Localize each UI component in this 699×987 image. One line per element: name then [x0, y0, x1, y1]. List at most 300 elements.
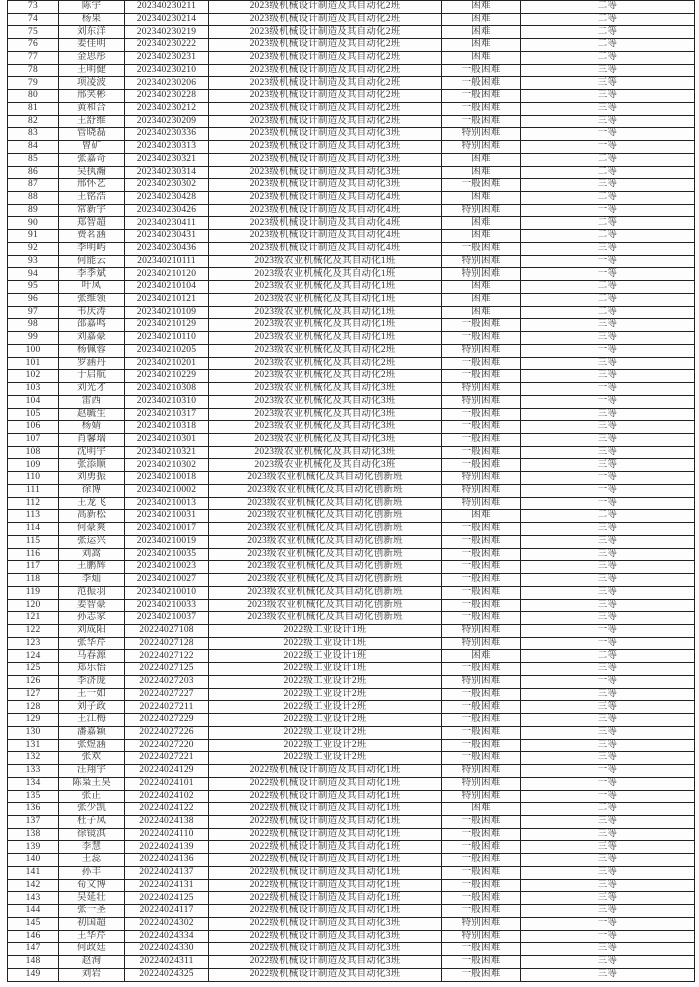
cell-grade: 二等 — [521, 51, 695, 64]
cell-class-name: 2023级农业机械化及其自动化创新班 — [209, 548, 442, 561]
cell-class-name: 2022级机械设计制造及其自动化1班 — [209, 777, 442, 790]
cell-student-id: 20224027128 — [125, 637, 209, 650]
cell-difficulty: 一般困难 — [442, 612, 521, 625]
cell-no: 119 — [8, 586, 59, 599]
cell-class-name: 2022级机械设计制造及其自动化3班 — [209, 968, 442, 981]
cell-student-id: 20224024138 — [125, 816, 209, 829]
table-body — [8, 1, 695, 982]
cell-name: 赵洵 — [59, 956, 125, 969]
cell-difficulty: 困难 — [442, 510, 521, 523]
cell-no: 106 — [8, 421, 59, 434]
cell-grade: 三等 — [521, 663, 695, 676]
cell-no: 138 — [8, 828, 59, 841]
cell-difficulty: 一般困难 — [442, 523, 521, 536]
cell-student-id: 202340230302 — [125, 179, 209, 192]
cell-name: 罗涵丹 — [59, 357, 125, 370]
cell-name: 姜佳明 — [59, 39, 125, 52]
cell-student-id: 202340210301 — [125, 433, 209, 446]
table-row — [8, 943, 695, 956]
cell-name: 范振羽 — [59, 586, 125, 599]
cell-class-name: 2022级工业设计1班 — [209, 650, 442, 663]
cell-no: 78 — [8, 64, 59, 77]
cell-grade: 一等 — [521, 268, 695, 281]
cell-student-id: 202340210310 — [125, 395, 209, 408]
cell-student-id: 202340210035 — [125, 548, 209, 561]
cell-student-id: 202340210104 — [125, 281, 209, 294]
cell-student-id: 202340210321 — [125, 446, 209, 459]
cell-name: 刘子政 — [59, 701, 125, 714]
cell-no: 117 — [8, 561, 59, 574]
cell-name: 张欢 — [59, 752, 125, 765]
cell-student-id: 20224024131 — [125, 879, 209, 892]
cell-grade: 三等 — [521, 586, 695, 599]
cell-name: 黄和合 — [59, 102, 125, 115]
cell-student-id: 20224024129 — [125, 765, 209, 778]
cell-class-name: 2023级机械设计制造及其自动化2班 — [209, 115, 442, 128]
cell-grade: 二等 — [521, 13, 695, 26]
cell-name: 刘岩 — [59, 968, 125, 981]
cell-student-id: 202340210017 — [125, 523, 209, 536]
cell-class-name: 2022级机械设计制造及其自动化1班 — [209, 816, 442, 829]
table-row — [8, 892, 695, 905]
cell-no: 83 — [8, 128, 59, 141]
cell-grade: 三等 — [521, 968, 695, 981]
cell-difficulty: 一般困难 — [442, 828, 521, 841]
table-row — [8, 484, 695, 497]
cell-difficulty: 困难 — [442, 51, 521, 64]
table-row — [8, 497, 695, 510]
cell-no: 85 — [8, 153, 59, 166]
cell-name: 刘嵩 — [59, 548, 125, 561]
cell-grade: 三等 — [521, 612, 695, 625]
cell-no: 75 — [8, 26, 59, 39]
table-row — [8, 13, 695, 26]
cell-difficulty: 一般困难 — [442, 956, 521, 969]
cell-difficulty: 一般困难 — [442, 370, 521, 383]
cell-no: 79 — [8, 77, 59, 90]
cell-no: 124 — [8, 650, 59, 663]
cell-grade: 二等 — [521, 281, 695, 294]
cell-student-id: 202340230428 — [125, 192, 209, 205]
cell-student-id: 202340210318 — [125, 421, 209, 434]
cell-difficulty: 特别困难 — [442, 917, 521, 930]
cell-class-name: 2023级机械设计制造及其自动化3班 — [209, 179, 442, 192]
cell-difficulty: 一般困难 — [442, 421, 521, 434]
cell-student-id: 202340210201 — [125, 357, 209, 370]
cell-name: 赵毓生 — [59, 408, 125, 421]
cell-no: 149 — [8, 968, 59, 981]
cell-no: 143 — [8, 892, 59, 905]
cell-grade: 一等 — [521, 765, 695, 778]
cell-name: 邵嘉鸣 — [59, 319, 125, 332]
cell-no: 73 — [8, 1, 59, 14]
cell-no: 100 — [8, 344, 59, 357]
cell-class-name: 2022级机械设计制造及其自动化1班 — [209, 828, 442, 841]
cell-student-id: 202340230210 — [125, 64, 209, 77]
cell-class-name: 2022级机械设计制造及其自动化3班 — [209, 930, 442, 943]
cell-no: 118 — [8, 574, 59, 587]
table-row — [8, 357, 695, 370]
table-row — [8, 421, 695, 434]
cell-difficulty: 一般困难 — [442, 115, 521, 128]
cell-difficulty: 一般困难 — [442, 64, 521, 77]
cell-name: 沈明宇 — [59, 446, 125, 459]
table-row — [8, 383, 695, 396]
cell-class-name: 2023级机械设计制造及其自动化3班 — [209, 141, 442, 154]
cell-class-name: 2022级机械设计制造及其自动化3班 — [209, 917, 442, 930]
cell-grade: 三等 — [521, 64, 695, 77]
cell-grade: 二等 — [521, 39, 695, 52]
cell-student-id: 20224027122 — [125, 650, 209, 663]
table-row — [8, 803, 695, 816]
cell-name: 杨婧 — [59, 421, 125, 434]
cell-grade: 一等 — [521, 383, 695, 396]
cell-name: 韦庆涛 — [59, 306, 125, 319]
cell-no: 93 — [8, 255, 59, 268]
cell-student-id: 20224024101 — [125, 777, 209, 790]
table-row — [8, 268, 695, 281]
cell-no: 112 — [8, 497, 59, 510]
cell-student-id: 202340210129 — [125, 319, 209, 332]
cell-student-id: 202340210018 — [125, 472, 209, 485]
cell-grade: 三等 — [521, 408, 695, 421]
cell-name: 孙丰 — [59, 866, 125, 879]
cell-no: 76 — [8, 39, 59, 52]
cell-name: 高新松 — [59, 510, 125, 523]
cell-no: 129 — [8, 714, 59, 727]
cell-student-id: 20224027203 — [125, 675, 209, 688]
cell-no: 74 — [8, 13, 59, 26]
cell-class-name: 2023级农业机械化及其自动化3班 — [209, 383, 442, 396]
cell-difficulty: 一般困难 — [442, 408, 521, 421]
cell-student-id: 202340210023 — [125, 561, 209, 574]
table-row — [8, 433, 695, 446]
table-row — [8, 777, 695, 790]
table-row — [8, 242, 695, 255]
table-row — [8, 752, 695, 765]
cell-name: 费茗涵 — [59, 230, 125, 243]
table-row — [8, 395, 695, 408]
cell-class-name: 2022级工业设计2班 — [209, 726, 442, 739]
cell-student-id: 20224027227 — [125, 688, 209, 701]
cell-grade: 一等 — [521, 141, 695, 154]
cell-student-id: 20224027229 — [125, 714, 209, 727]
cell-no: 145 — [8, 917, 59, 930]
table-row — [8, 535, 695, 548]
cell-grade: 三等 — [521, 421, 695, 434]
table-row — [8, 26, 695, 39]
table-row — [8, 51, 695, 64]
cell-grade: 三等 — [521, 242, 695, 255]
cell-student-id: 20224024122 — [125, 803, 209, 816]
cell-grade: 三等 — [521, 714, 695, 727]
cell-grade: 三等 — [521, 752, 695, 765]
cell-grade: 一等 — [521, 637, 695, 650]
cell-difficulty: 一般困难 — [442, 752, 521, 765]
table-row — [8, 739, 695, 752]
cell-student-id: 202340210002 — [125, 484, 209, 497]
cell-name: 王鹏辉 — [59, 561, 125, 574]
table-row — [8, 714, 695, 727]
cell-grade: 三等 — [521, 548, 695, 561]
cell-grade: 三等 — [521, 892, 695, 905]
cell-difficulty: 特别困难 — [442, 484, 521, 497]
cell-student-id: 202340210308 — [125, 383, 209, 396]
cell-grade: 三等 — [521, 943, 695, 956]
cell-class-name: 2023级农业机械化及其自动化1班 — [209, 306, 442, 319]
cell-no: 132 — [8, 752, 59, 765]
cell-class-name: 2023级农业机械化及其自动化3班 — [209, 421, 442, 434]
cell-name: 张一圣 — [59, 905, 125, 918]
cell-difficulty: 一般困难 — [442, 535, 521, 548]
cell-difficulty: 一般困难 — [442, 332, 521, 345]
cell-no: 77 — [8, 51, 59, 64]
table-row — [8, 905, 695, 918]
cell-class-name: 2022级机械设计制造及其自动化1班 — [209, 765, 442, 778]
table-row — [8, 586, 695, 599]
cell-student-id: 202340210110 — [125, 332, 209, 345]
cell-class-name: 2022级机械设计制造及其自动化1班 — [209, 854, 442, 867]
cell-grade: 二等 — [521, 166, 695, 179]
cell-grade: 三等 — [521, 319, 695, 332]
cell-class-name: 2023级机械设计制造及其自动化4班 — [209, 192, 442, 205]
cell-class-name: 2022级机械设计制造及其自动化1班 — [209, 879, 442, 892]
cell-difficulty: 困难 — [442, 39, 521, 52]
cell-class-name: 2023级农业机械化及其自动化创新班 — [209, 472, 442, 485]
table-row — [8, 854, 695, 867]
cell-class-name: 2023级机械设计制造及其自动化4班 — [209, 230, 442, 243]
cell-student-id: 202340210111 — [125, 255, 209, 268]
cell-student-id: 20224024137 — [125, 866, 209, 879]
cell-grade: 一等 — [521, 675, 695, 688]
cell-difficulty: 特别困难 — [442, 255, 521, 268]
table-row — [8, 230, 695, 243]
cell-student-id: 20224027220 — [125, 739, 209, 752]
cell-name: 郑智超 — [59, 217, 125, 230]
cell-difficulty: 一般困难 — [442, 459, 521, 472]
cell-difficulty: 一般困难 — [442, 179, 521, 192]
cell-no: 91 — [8, 230, 59, 243]
cell-student-id: 202340230206 — [125, 77, 209, 90]
cell-name: 李慧 — [59, 841, 125, 854]
cell-difficulty: 困难 — [442, 230, 521, 243]
cell-class-name: 2023级农业机械化及其自动化创新班 — [209, 484, 442, 497]
table-row — [8, 561, 695, 574]
cell-student-id: 202340210019 — [125, 535, 209, 548]
cell-class-name: 2022级工业设计2班 — [209, 714, 442, 727]
cell-no: 98 — [8, 319, 59, 332]
cell-difficulty: 一般困难 — [442, 446, 521, 459]
cell-student-id: 202340210205 — [125, 344, 209, 357]
cell-class-name: 2023级机械设计制造及其自动化3班 — [209, 128, 442, 141]
cell-difficulty: 一般困难 — [442, 854, 521, 867]
table-row — [8, 255, 695, 268]
cell-class-name: 2023级机械设计制造及其自动化3班 — [209, 153, 442, 166]
cell-student-id: 20224024110 — [125, 828, 209, 841]
cell-student-id: 202340230336 — [125, 128, 209, 141]
cell-no: 135 — [8, 790, 59, 803]
cell-class-name: 2023级农业机械化及其自动化创新班 — [209, 497, 442, 510]
cell-student-id: 202340230431 — [125, 230, 209, 243]
cell-grade: 三等 — [521, 599, 695, 612]
table-row — [8, 370, 695, 383]
cell-difficulty: 特别困难 — [442, 472, 521, 485]
cell-student-id: 20224024136 — [125, 854, 209, 867]
cell-name: 张维领 — [59, 293, 125, 306]
cell-difficulty: 特别困难 — [442, 497, 521, 510]
cell-name: 何政廷 — [59, 943, 125, 956]
table-row — [8, 446, 695, 459]
cell-grade: 一等 — [521, 395, 695, 408]
cell-student-id: 20224027226 — [125, 726, 209, 739]
cell-name: 于启航 — [59, 370, 125, 383]
cell-grade: 三等 — [521, 523, 695, 536]
cell-class-name: 2023级农业机械化及其自动化2班 — [209, 357, 442, 370]
cell-grade: 一等 — [521, 472, 695, 485]
table-row — [8, 790, 695, 803]
table-row — [8, 77, 695, 90]
cell-student-id: 20224024102 — [125, 790, 209, 803]
cell-class-name: 2023级农业机械化及其自动化3班 — [209, 459, 442, 472]
cell-no: 131 — [8, 739, 59, 752]
cell-student-id: 202340210013 — [125, 497, 209, 510]
table-row — [8, 153, 695, 166]
cell-no: 103 — [8, 383, 59, 396]
table-row — [8, 828, 695, 841]
cell-difficulty: 一般困难 — [442, 663, 521, 676]
cell-name: 何豪爽 — [59, 523, 125, 536]
cell-grade: 一等 — [521, 624, 695, 637]
cell-name: 姜智豪 — [59, 599, 125, 612]
cell-grade: 三等 — [521, 332, 695, 345]
cell-student-id: 202340210010 — [125, 586, 209, 599]
table-row — [8, 624, 695, 637]
cell-difficulty: 特别困难 — [442, 675, 521, 688]
table-row — [8, 866, 695, 879]
cell-no: 120 — [8, 599, 59, 612]
cell-no: 115 — [8, 535, 59, 548]
cell-no: 99 — [8, 332, 59, 345]
cell-no: 97 — [8, 306, 59, 319]
table-row — [8, 523, 695, 536]
cell-difficulty: 困难 — [442, 293, 521, 306]
cell-no: 92 — [8, 242, 59, 255]
cell-difficulty: 特别困难 — [442, 765, 521, 778]
cell-class-name: 2022级工业设计1班 — [209, 624, 442, 637]
cell-name: 张嘉奇 — [59, 153, 125, 166]
cell-difficulty: 特别困难 — [442, 930, 521, 943]
cell-class-name: 2023级机械设计制造及其自动化4班 — [209, 217, 442, 230]
cell-name: 张正 — [59, 790, 125, 803]
cell-student-id: 202340210033 — [125, 599, 209, 612]
cell-student-id: 202340210027 — [125, 574, 209, 587]
cell-difficulty: 一般困难 — [442, 892, 521, 905]
cell-name: 荀文博 — [59, 879, 125, 892]
cell-student-id: 20224024139 — [125, 841, 209, 854]
cell-no: 107 — [8, 433, 59, 446]
cell-difficulty: 困难 — [442, 192, 521, 205]
cell-student-id: 202340230214 — [125, 13, 209, 26]
cell-student-id: 202340230209 — [125, 115, 209, 128]
cell-difficulty: 困难 — [442, 26, 521, 39]
cell-class-name: 2023级农业机械化及其自动化创新班 — [209, 535, 442, 548]
cell-student-id: 202340230436 — [125, 242, 209, 255]
cell-student-id: 20224024334 — [125, 930, 209, 943]
cell-grade: 三等 — [521, 956, 695, 969]
table-row — [8, 141, 695, 154]
cell-class-name: 2023级农业机械化及其自动化2班 — [209, 344, 442, 357]
cell-class-name: 2023级机械设计制造及其自动化4班 — [209, 242, 442, 255]
cell-name: 肖馨瑞 — [59, 433, 125, 446]
cell-name: 王铭浩 — [59, 192, 125, 205]
cell-student-id: 20224024302 — [125, 917, 209, 930]
cell-class-name: 2023级农业机械化及其自动化2班 — [209, 370, 442, 383]
cell-student-id: 202340230228 — [125, 90, 209, 103]
cell-class-name: 2023级农业机械化及其自动化创新班 — [209, 574, 442, 587]
cell-student-id: 202340230222 — [125, 39, 209, 52]
cell-name: 王龙飞 — [59, 497, 125, 510]
cell-no: 141 — [8, 866, 59, 879]
cell-grade: 三等 — [521, 535, 695, 548]
table-scan-region — [7, 0, 695, 982]
cell-name: 张华芹 — [59, 637, 125, 650]
cell-student-id: 202340230211 — [125, 1, 209, 14]
cell-difficulty: 一般困难 — [442, 77, 521, 90]
cell-student-id: 20224024117 — [125, 905, 209, 918]
cell-class-name: 2023级农业机械化及其自动化3班 — [209, 395, 442, 408]
cell-difficulty: 困难 — [442, 153, 521, 166]
cell-grade: 一等 — [521, 344, 695, 357]
cell-student-id: 20224027211 — [125, 701, 209, 714]
cell-student-id: 202340210302 — [125, 459, 209, 472]
cell-grade: 三等 — [521, 841, 695, 854]
cell-class-name: 2022级机械设计制造及其自动化3班 — [209, 943, 442, 956]
cell-grade: 一等 — [521, 777, 695, 790]
cell-name: 王江梅 — [59, 714, 125, 727]
cell-no: 111 — [8, 484, 59, 497]
table-row — [8, 816, 695, 829]
cell-difficulty: 一般困难 — [442, 90, 521, 103]
cell-student-id: 20224027108 — [125, 624, 209, 637]
cell-difficulty: 特别困难 — [442, 777, 521, 790]
cell-name: 刘东洋 — [59, 26, 125, 39]
cell-difficulty: 一般困难 — [442, 102, 521, 115]
cell-student-id: 20224027221 — [125, 752, 209, 765]
cell-difficulty: 一般困难 — [442, 866, 521, 879]
table-row — [8, 64, 695, 77]
cell-grade: 三等 — [521, 828, 695, 841]
table-row — [8, 128, 695, 141]
cell-class-name: 2022级工业设计2班 — [209, 675, 442, 688]
cell-class-name: 2022级机械设计制造及其自动化1班 — [209, 841, 442, 854]
cell-difficulty: 特别困难 — [442, 395, 521, 408]
cell-no: 146 — [8, 930, 59, 943]
cell-no: 130 — [8, 726, 59, 739]
table-row — [8, 675, 695, 688]
cell-class-name: 2023级农业机械化及其自动化3班 — [209, 446, 442, 459]
cell-difficulty: 困难 — [442, 1, 521, 14]
cell-no: 137 — [8, 816, 59, 829]
cell-name: 张运兴 — [59, 535, 125, 548]
cell-difficulty: 特别困难 — [442, 204, 521, 217]
cell-name: 王蕊 — [59, 854, 125, 867]
cell-difficulty: 一般困难 — [442, 574, 521, 587]
table-row — [8, 765, 695, 778]
cell-class-name: 2023级机械设计制造及其自动化2班 — [209, 102, 442, 115]
cell-name: 杨佩蓉 — [59, 344, 125, 357]
table-row — [8, 459, 695, 472]
cell-class-name: 2023级农业机械化及其自动化1班 — [209, 255, 442, 268]
